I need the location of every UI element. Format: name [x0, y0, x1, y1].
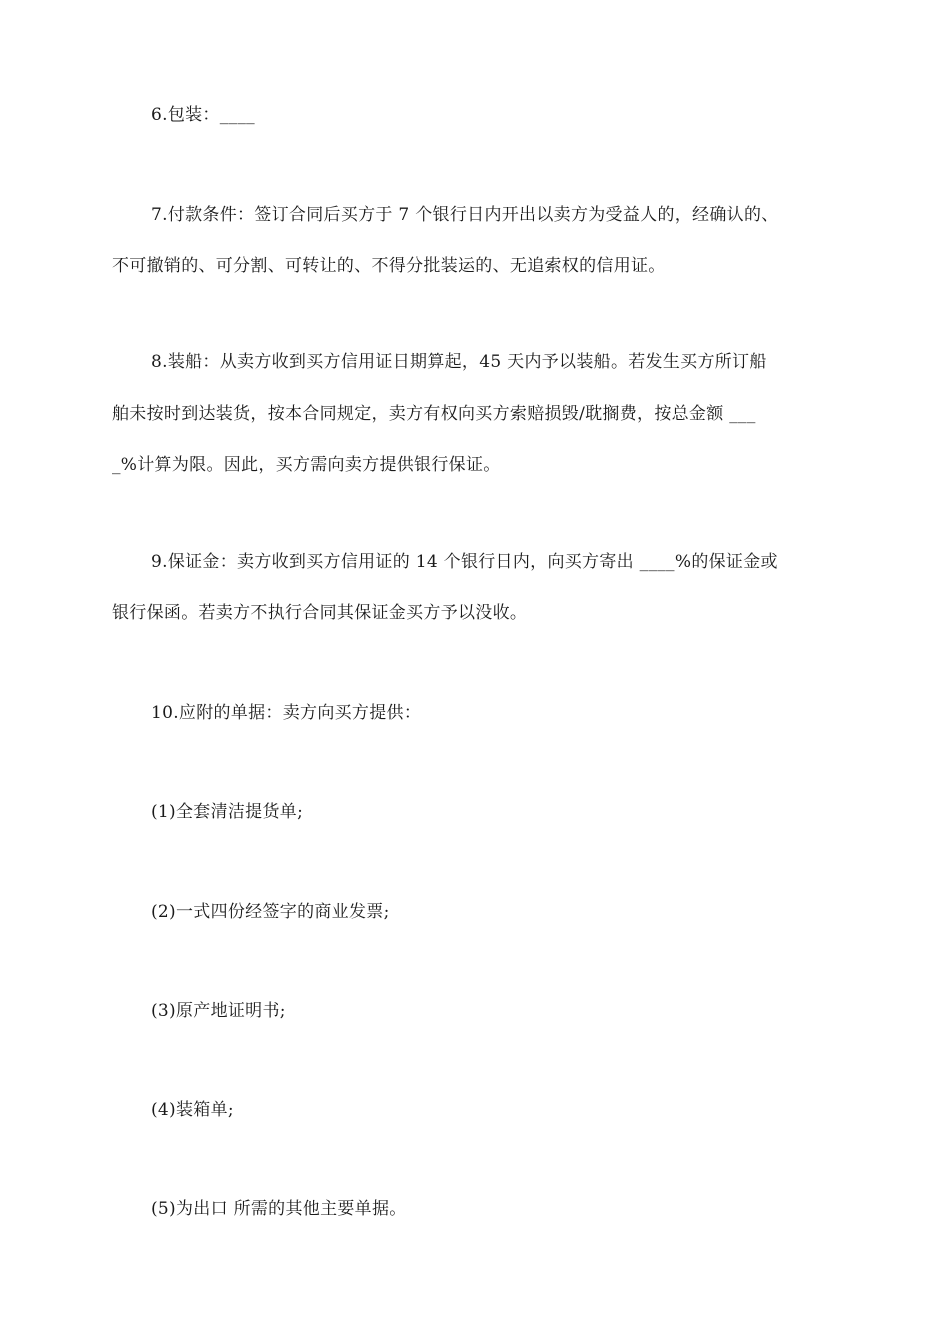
- clause-8-shipment-line-3: _%计算为限。因此，买方需向卖方提供银行保证。: [112, 455, 501, 475]
- list-item-4: (4)装箱单;: [151, 1100, 234, 1120]
- list-item-2: (2)一式四份经签字的商业发票;: [151, 902, 390, 922]
- list-item-3: (3)原产地证明书;: [151, 1001, 286, 1021]
- clause-8-shipment-line-2: 舶未按时到达装货，按本合同规定，卖方有权向买方索赔损毁/耽搁费，按总金额 ___: [112, 404, 756, 424]
- clause-10-documents: 10.应附的单据：卖方向买方提供：: [151, 703, 422, 723]
- clause-7-payment-line-1: 7.付款条件：签订合同后买方于 7 个银行日内开出以卖方为受益人的，经确认的、: [151, 205, 779, 225]
- clause-7-payment-line-2: 不可撤销的、可分割、可转让的、不得分批装运的、无追索权的信用证。: [112, 256, 666, 276]
- clause-9-deposit-line-2: 银行保函。若卖方不执行合同其保证金买方予以没收。: [112, 603, 528, 623]
- clause-8-shipment-line-1: 8.装船：从卖方收到买方信用证日期算起，45 天内予以装船。若发生买方所订船: [151, 352, 767, 372]
- clause-6-packing: 6.包装：____: [151, 105, 255, 125]
- list-item-5: (5)为出口 所需的其他主要单据。: [151, 1199, 407, 1219]
- clause-9-deposit-line-1: 9.保证金：卖方收到买方信用证的 14 个银行日内，向买方寄出 ____%的保证金或: [151, 552, 778, 572]
- list-item-1: (1)全套清洁提货单;: [151, 802, 304, 822]
